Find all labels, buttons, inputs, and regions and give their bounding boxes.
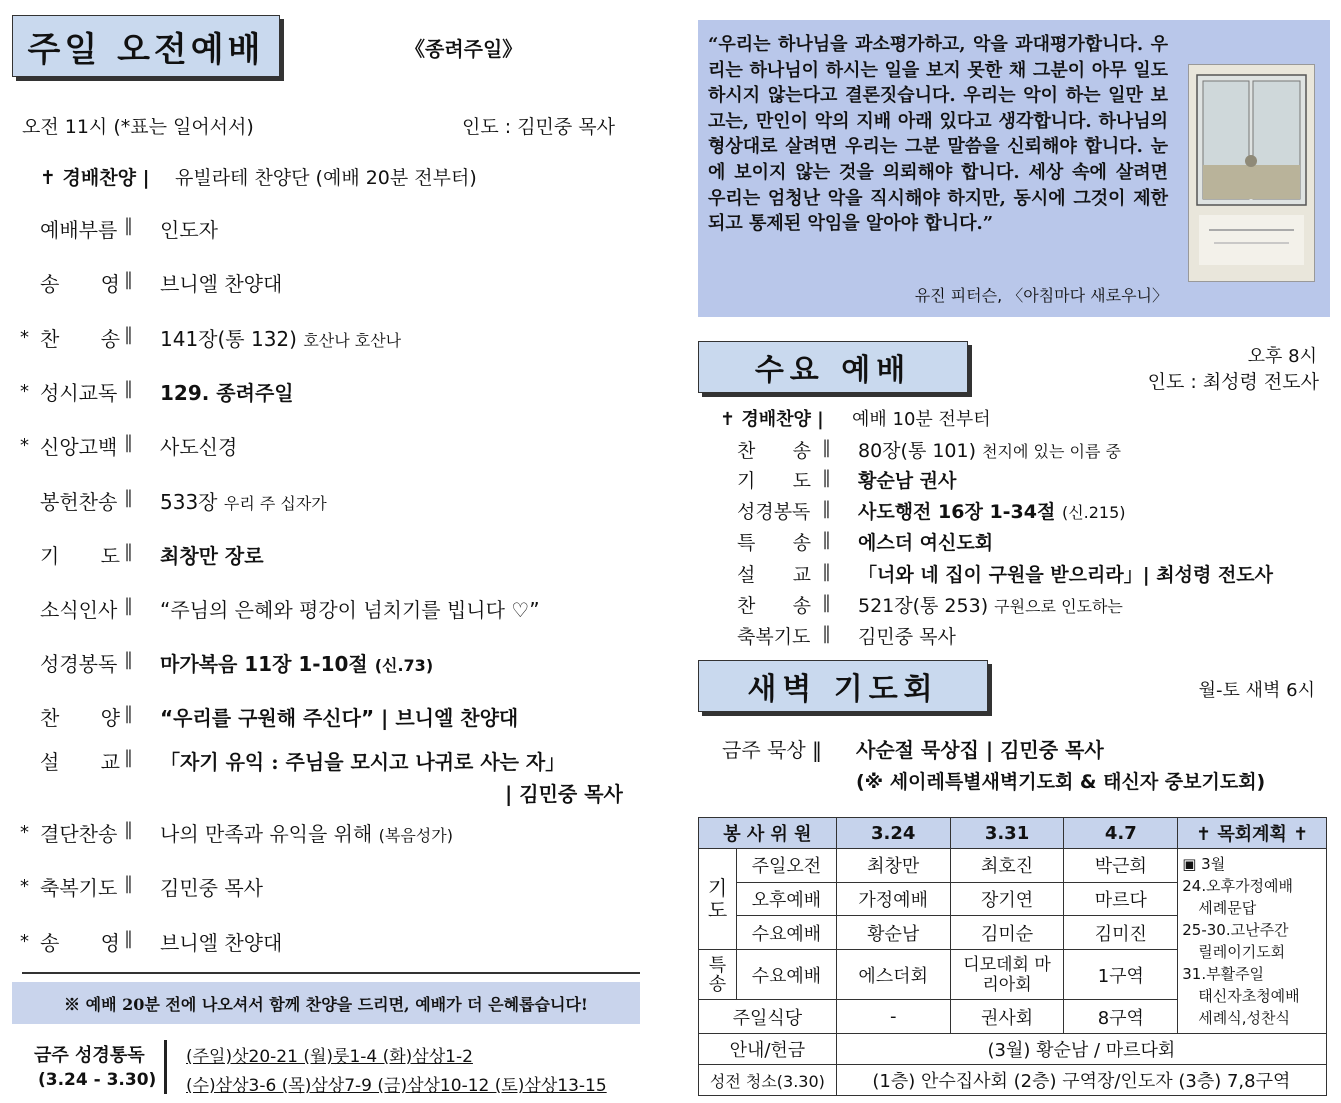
table-row — [699, 1034, 1327, 1065]
item-separator: ‖ — [822, 623, 831, 644]
reading-dates: (3.24 - 3.30) — [38, 1070, 157, 1090]
item-value — [160, 818, 453, 847]
table-cell: 가정예배 — [836, 882, 950, 916]
plan-item: 31.부활주일 — [1182, 965, 1265, 983]
item-value-text: 황순남 권사 — [858, 470, 957, 492]
item-value-text: 사도신경 — [160, 435, 238, 459]
group-prayer — [699, 849, 737, 950]
row-name: 성전 청소(3.30) — [699, 1065, 837, 1096]
sunday-leader: 인도 : 김민중 목사 — [462, 116, 615, 138]
item-note: (복음성가) — [378, 826, 453, 845]
dawn-title-box — [698, 660, 988, 712]
table-cell: 에스더회 — [836, 950, 950, 1000]
plan-item: 세례문답 — [1198, 899, 1257, 917]
item-value-text: 80장(통 101) — [858, 440, 977, 462]
item-label: 송 영 — [40, 931, 120, 955]
group-prayer-label: 기도 — [707, 876, 728, 923]
standing-mark: * — [20, 822, 29, 843]
table-cell: 권사회 — [950, 1000, 1064, 1034]
wednesday-title-box — [698, 341, 968, 393]
row-name: 수요예배 — [736, 950, 836, 1000]
item-separator: ‖ — [124, 649, 133, 670]
item-label: 찬 송 — [737, 440, 811, 462]
item-separator: ‖ — [124, 747, 133, 768]
dawn-time: 월-토 새벽 6시 — [1198, 680, 1315, 701]
plan-item: 릴레이기도회 — [1198, 943, 1286, 961]
group-special-label: 특송 — [708, 954, 727, 995]
table-cell: - — [836, 1000, 950, 1034]
item-separator: ‖ — [822, 498, 831, 519]
wednesday-prelude-value: 예배 10분 전부터 — [852, 409, 991, 430]
item-label: 성경봉독 — [737, 501, 811, 523]
plan-item: 24.오후가정예배 — [1182, 877, 1294, 895]
standing-mark: * — [20, 435, 29, 456]
quote-source: 유진 피터슨, 〈아침마다 새로우니〉 — [914, 286, 1168, 305]
item-separator: ‖ — [124, 215, 133, 236]
item-separator: ‖ — [822, 467, 831, 488]
item-label: 특 송 — [737, 532, 811, 554]
item-value — [160, 214, 218, 243]
table-cell: 마르다 — [1064, 882, 1178, 916]
item-value — [858, 528, 993, 555]
item-value-text: “주님의 은혜와 평강이 넘치기를 빕니다 ♡” — [160, 598, 540, 622]
item-value — [858, 591, 1123, 618]
item-separator: ‖ — [124, 873, 133, 894]
item-value — [160, 927, 282, 956]
item-value — [858, 466, 956, 493]
item-label: 기 도 — [737, 470, 811, 492]
book-cover-illustration — [1189, 65, 1314, 281]
sunday-sermon-preacher: | 김민중 목사 — [505, 782, 623, 806]
item-label: 찬 양 — [40, 706, 120, 730]
item-value-text: 사도행전 16장 1-34절 — [858, 501, 1056, 523]
table-cell: (3월) 황순남 / 마르다회 — [836, 1034, 1326, 1065]
item-note: 구원으로 인도하는 — [994, 597, 1123, 616]
item-label: 축복기도 — [40, 876, 118, 900]
wednesday-title: 수요 예배 — [754, 353, 912, 388]
item-label: 기 도 — [40, 544, 120, 568]
item-label: 찬 송 — [40, 327, 120, 351]
item-value-text: 마가복음 11장 1-10절 — [160, 652, 368, 676]
header-volunteers: 봉 사 위 원 — [699, 818, 837, 849]
table-cell: 황순남 — [836, 916, 950, 950]
item-value — [160, 377, 294, 406]
item-label: 신앙고백 — [40, 435, 118, 459]
table-row — [699, 1065, 1327, 1096]
wednesday-time: 오후 8시 — [1247, 346, 1317, 367]
item-value-text: 김민중 목사 — [858, 626, 956, 648]
item-value — [160, 323, 401, 352]
item-value — [160, 594, 540, 623]
sunday-title: 주일 오전예배 — [27, 29, 265, 70]
plan-item: 25-30.고난주간 — [1182, 921, 1289, 939]
item-separator: ‖ — [822, 592, 831, 613]
table-cell: 최호진 — [950, 849, 1064, 883]
sunday-theme: 《종려주일》 — [405, 37, 523, 61]
item-value — [160, 872, 263, 901]
notice-text: ※ 예배 20분 전에 나오셔서 함께 찬양을 드리면, 예배가 더 은혜롭습니다! — [64, 994, 588, 1014]
table-header-row — [699, 818, 1327, 849]
item-label: 설 교 — [40, 750, 120, 774]
notice-bar — [12, 982, 640, 1024]
item-value-text: 최창만 장로 — [160, 544, 264, 568]
quote-box — [698, 20, 1330, 317]
table-cell: 장기연 — [950, 882, 1064, 916]
sunday-time: 오전 11시 (*표는 일어서서) — [22, 116, 254, 138]
header-date-2: 3.31 — [950, 818, 1064, 849]
plan-cell — [1178, 849, 1327, 1034]
item-label: 송 영 — [40, 272, 120, 296]
item-note: (신.73) — [374, 656, 434, 675]
item-label: 봉헌찬송 — [40, 490, 118, 514]
item-value-text: 「너와 네 집이 구원을 받으리라」| 최성령 전도사 — [858, 564, 1274, 586]
item-value — [160, 702, 518, 731]
quote-text: “우리는 하나님을 과소평가하고, 악을 과대평가합니다. 우리는 하나님이 하시는 일을 보지 못한 채 그분이 아무 일도 하시지 않는다고 결론짓습니다. 우리는 악이 하는 일만 보고는, 만인이 악의 지배 아래 있다고 생각합니다. 하나님의 형상대로 살려면 우리는 그분 말씀을 신뢰해야 합니다. 눈에 보이지 않는 것을 의뢰해야 합니다. 세상 속에 살려면 우리는 엄청난 악을 직시해야 하지만, 동시에 그것이 제한되고 통제된 악임을 알아야 합니다.” — [708, 34, 1168, 235]
dawn-label: 금주 묵상 ‖ — [722, 738, 822, 762]
item-separator: ‖ — [124, 432, 133, 453]
item-value-text: 김민중 목사 — [160, 876, 263, 900]
wednesday-leader: 인도 : 최성령 전도사 — [1147, 371, 1319, 393]
item-value-text: 129. 종려주일 — [160, 381, 294, 405]
table-cell: 김미순 — [950, 916, 1064, 950]
item-value-text: 브니엘 찬양대 — [160, 272, 283, 296]
item-value — [160, 486, 327, 515]
item-value-text: 「자기 유익 : 주님을 모시고 나귀로 사는 자」 — [160, 750, 566, 774]
item-label: 찬 송 — [737, 595, 811, 617]
item-value-text: 나의 만족과 유익을 위해 — [160, 822, 373, 846]
item-value — [160, 268, 282, 297]
plan-item: 태신자초청예배 — [1198, 987, 1300, 1005]
item-separator: ‖ — [124, 324, 133, 345]
header-date-1: 3.24 — [836, 818, 950, 849]
item-separator: ‖ — [822, 561, 831, 582]
row-name: 오후예배 — [736, 882, 836, 916]
item-value-text: 인도자 — [160, 218, 218, 242]
item-value-text: 533장 — [160, 490, 218, 514]
item-label: 축복기도 — [737, 626, 811, 648]
item-value — [160, 540, 264, 569]
standing-mark: * — [20, 381, 29, 402]
item-value — [858, 560, 1273, 587]
row-name: 수요예배 — [736, 916, 836, 950]
table-cell: 최창만 — [836, 849, 950, 883]
table-cell: (1층) 안수집사회 (2층) 구역장/인도자 (3층) 7,8구역 — [836, 1065, 1326, 1096]
reading-line-2: (수)삼상3-6 (목)삼상7-9 (금)삼상10-12 (토)삼상13-15 — [186, 1076, 607, 1096]
dawn-title: 새벽 기도회 — [747, 672, 939, 707]
header-plan: ✝ 목회계획 ✝ — [1178, 818, 1327, 849]
row-name: 주일오전 — [736, 849, 836, 883]
header-date-3: 4.7 — [1064, 818, 1178, 849]
item-separator: ‖ — [822, 529, 831, 550]
item-separator: ‖ — [124, 703, 133, 724]
dawn-value: 사순절 묵상집 | 김민중 목사 — [856, 738, 1104, 762]
item-label: 예배부름 — [40, 218, 118, 242]
reading-label: 금주 성경통독 — [34, 1045, 145, 1066]
item-separator: ‖ — [822, 437, 831, 458]
item-note: 호산나 호산나 — [303, 331, 402, 350]
item-separator: ‖ — [124, 819, 133, 840]
table-cell: 디모데회 마리아회 — [950, 950, 1064, 1000]
item-separator: ‖ — [124, 595, 133, 616]
item-label: 결단찬송 — [40, 822, 118, 846]
table-cell: 박근희 — [1064, 849, 1178, 883]
row-name: 안내/헌금 — [699, 1034, 837, 1065]
item-note: 우리 주 십자가 — [223, 494, 327, 513]
item-value-text: “우리를 구원해 주신다” | 브니엘 찬양대 — [160, 706, 519, 730]
item-value — [160, 746, 565, 775]
wednesday-prelude-label: ✝ 경배찬양 | — [720, 409, 824, 430]
table-cell: 1구역 — [1064, 950, 1178, 1000]
item-label: 소식인사 — [40, 598, 118, 622]
standing-mark: * — [20, 931, 29, 952]
item-label: 성경봉독 — [40, 652, 118, 676]
standing-mark: * — [20, 327, 29, 348]
row-name: 주일식당 — [699, 1000, 837, 1034]
item-value — [858, 622, 956, 649]
plan-item: 세례식,성찬식 — [1198, 1009, 1290, 1027]
item-separator: ‖ — [124, 269, 133, 290]
reading-line-1: (주일)삿20-21 (월)룻1-4 (화)삼상1-2 — [186, 1047, 473, 1067]
item-note: (신.215) — [1061, 503, 1126, 522]
item-note: 천지에 있는 이름 중 — [982, 442, 1121, 461]
item-value — [858, 497, 1126, 524]
item-value-text: 브니엘 찬양대 — [160, 931, 283, 955]
standing-mark: * — [20, 876, 29, 897]
dawn-note: (※ 세이레특별새벽기도회 & 태신자 중보기도회) — [856, 771, 1266, 793]
item-separator: ‖ — [124, 487, 133, 508]
item-separator: ‖ — [124, 378, 133, 399]
plan-item: ▣ 3월 — [1182, 855, 1226, 873]
item-label: 성시교독 — [40, 381, 118, 405]
item-separator: ‖ — [124, 541, 133, 562]
reading-divider — [164, 1040, 167, 1094]
item-separator: ‖ — [124, 928, 133, 949]
sunday-title-box — [12, 15, 280, 77]
item-value-text: 141장(통 132) — [160, 327, 297, 351]
item-value-text: 에스더 여신도회 — [858, 532, 994, 554]
divider-line — [22, 972, 640, 974]
sunday-prelude-label: ✝ 경배찬양 | — [40, 167, 150, 189]
item-value — [160, 648, 433, 677]
item-value — [160, 431, 237, 460]
item-value-text: 521장(통 253) — [858, 595, 989, 617]
group-special — [699, 950, 737, 1000]
volunteer-table — [698, 817, 1327, 1096]
sunday-prelude-value: 유빌라테 찬양단 (예배 20분 전부터) — [175, 167, 477, 189]
item-value — [858, 436, 1121, 463]
table-row — [699, 849, 1327, 883]
table-cell: 김미진 — [1064, 916, 1178, 950]
book-cover-image — [1188, 64, 1315, 282]
item-label: 설 교 — [737, 564, 811, 586]
table-cell: 8구역 — [1064, 1000, 1178, 1034]
